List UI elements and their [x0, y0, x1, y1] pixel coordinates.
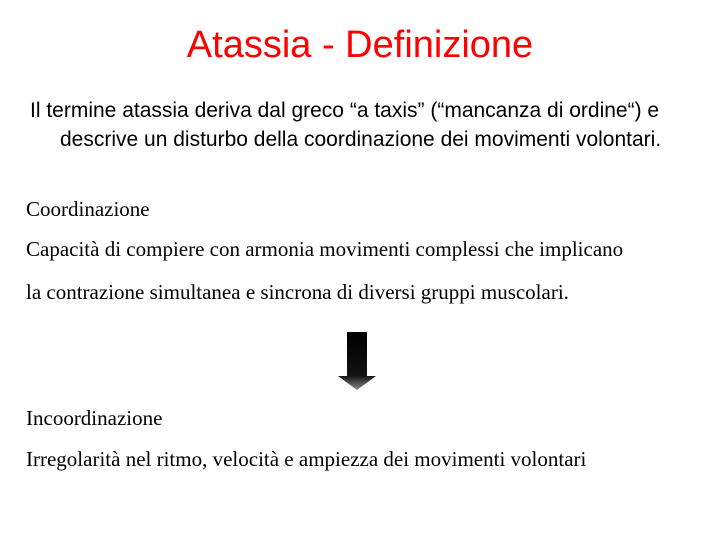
coordination-definition-line-2: la contrazione simultanea e sincrona di diversi gruppi muscolari. — [26, 280, 569, 304]
slide-title: Atassia - Definizione — [186, 24, 534, 66]
down-arrow-icon — [338, 332, 376, 390]
coordination-heading: Coordinazione — [26, 197, 150, 221]
incoordination-definition: Irregolarità nel ritmo, velocità e ampiezza dei movimenti volontari — [26, 447, 587, 471]
intro-paragraph: Il termine atassia deriva dal greco “a taxis” (“mancanza di ordine“) e descrive un disturbo della coordinazione dei movimenti volontari. — [30, 99, 662, 151]
incoordination-heading: Incoordinazione — [26, 406, 163, 430]
coordination-definition-line-1: Capacità di compiere con armonia movimenti complessi che implicano — [26, 237, 624, 261]
